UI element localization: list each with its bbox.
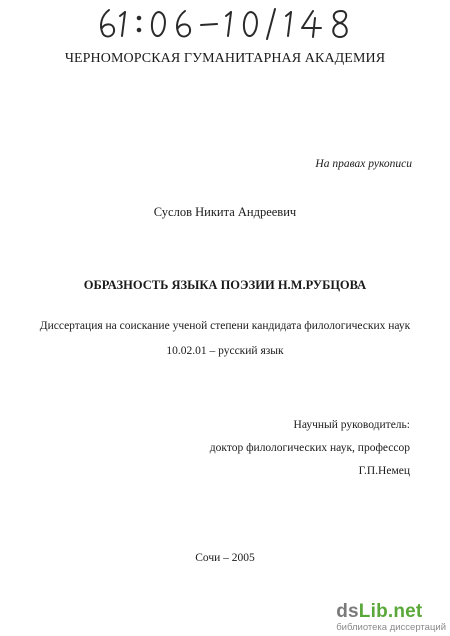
- advisor-label: Научный руководитель:: [293, 419, 410, 431]
- logo-prefix: ds: [336, 601, 359, 622]
- dissertation-title: ОБРАЗНОСТЬ ЯЗЫКА ПОЭЗИИ Н.М.РУБЦОВА: [83, 278, 367, 292]
- dslib-watermark: [336, 602, 446, 633]
- logo-main: Lib.net: [358, 601, 423, 622]
- specialty-code: 10.02.01 – русский язык: [166, 345, 284, 357]
- manuscript-rights-note: На правах рукописи: [315, 158, 412, 170]
- advisor-name: Г.П.Немец: [358, 465, 410, 477]
- author-name: Суслов Никита Андреевич: [153, 205, 297, 219]
- dslib-logo: [336, 602, 446, 622]
- advisor-credentials: доктор филологических наук, профессор: [209, 442, 410, 454]
- dslib-subtitle: библиотека диссертаций: [336, 622, 446, 633]
- institution-name: ЧЕРНОМОРСКАЯ ГУМАНИТАРНАЯ АКАДЕМИЯ: [64, 51, 386, 66]
- place-and-year: Сочи – 2005: [195, 552, 255, 564]
- advisor-block: [210, 414, 410, 483]
- degree-description: Диссертация на соискание ученой степени кандидата филологических наук: [39, 320, 411, 332]
- handwritten-archive-number: [95, 6, 365, 40]
